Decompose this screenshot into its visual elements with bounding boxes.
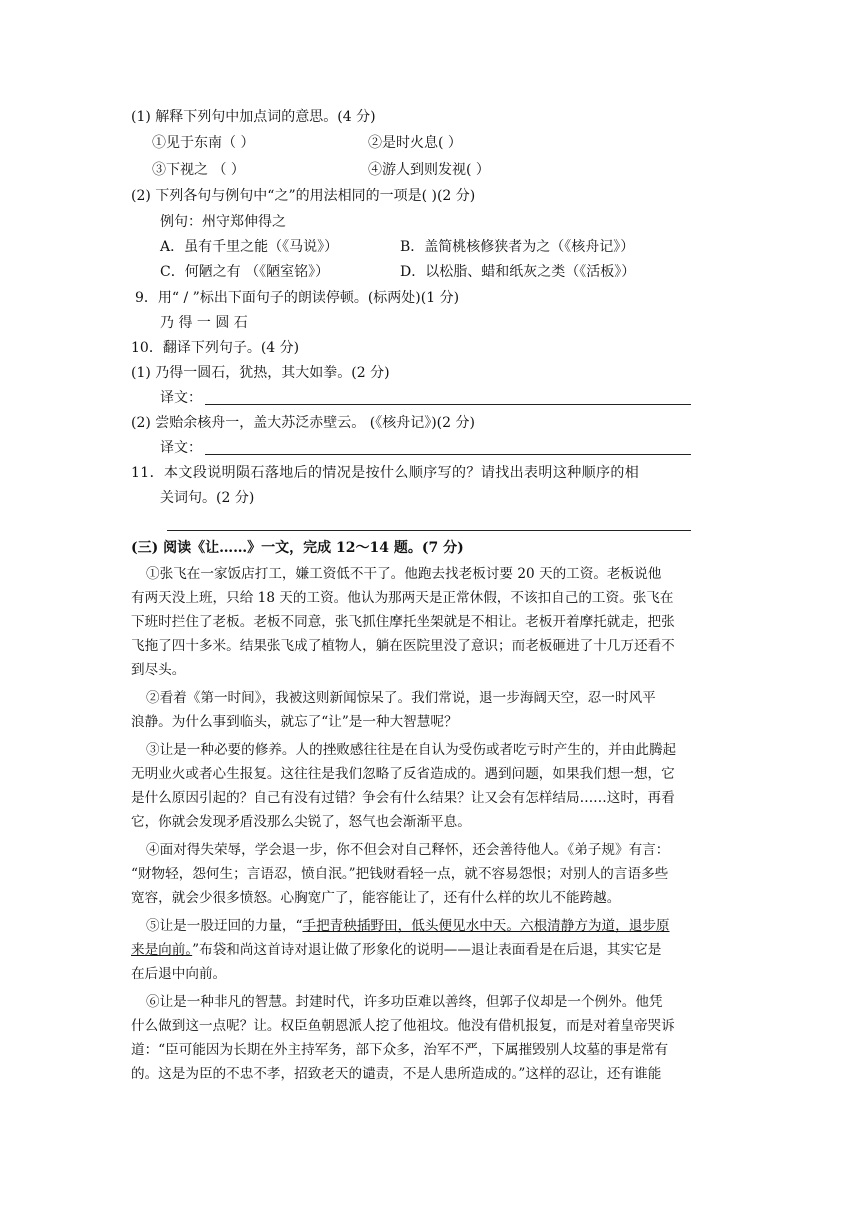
para5-line-2 — [131, 941, 661, 959]
q10-translation-label-1: 译文： — [160, 390, 202, 406]
para5-intro: ⑤让是一股迂回的力量，“ — [146, 918, 303, 934]
para6-line-1: ⑥让是一种非凡的智慧。封建时代，许多功臣难以善终，但郭子仪却是一个例外。他凭 — [146, 994, 663, 1010]
para1-line-5: 到尽头。 — [131, 662, 186, 678]
q8-example: 例句：州守郑伸得之 — [160, 214, 286, 230]
q10-answer-line-1[interactable] — [205, 403, 691, 405]
poem-underlined-1: 手把青秧插野田，低头便见水中天。六根清静方为道，退步原 — [302, 918, 670, 934]
para5-explanation: ”布袋和尚这首诗对退让做了形象化的说明——退让表面看是在后退，其实它是 — [192, 942, 662, 958]
para3-line-4: 它，你就会发现矛盾没那么尖锐了，怒气也会渐渐平息。 — [131, 814, 471, 830]
para1-line-4: 飞拖了四十多米。结果张飞成了植物人，躺在医院里没了意识；而老板砸进了十几万还看不 — [131, 638, 675, 654]
q8-option-d: D．以松脂、蜡和纸灰之类（《活板》） — [400, 264, 636, 280]
q8-item4: ④游人到则发视( ） — [368, 162, 490, 178]
section-3-title: (三) 阅读《让……》一文，完成 12～14 题。(7 分) — [131, 540, 464, 556]
q11-answer-line[interactable] — [167, 529, 691, 531]
poem-underlined-2: 来是向前。 — [131, 942, 193, 958]
para3-line-2: 无明业火或者心生报复。这往往是我们忽略了反省造成的。遇到问题，如果我们想一想，它 — [131, 766, 675, 782]
para3-line-1: ③让是一种必要的修养。人的挫败感往往是在自认为受伤或者吃亏时产生的，并由此腾起 — [146, 742, 677, 758]
q9-title: 9．用“ / ”标出下面句子的朗读停顿。(标两处)(1 分) — [135, 290, 460, 306]
para4-line-2: “财物轻，怨何生；言语忍，愤自泯。”把钱财看轻一点，就不容易怨恨；对别人的言语多些 — [131, 866, 669, 882]
q8-option-c: C．何陋之有 （《陋室铭》） — [160, 264, 330, 280]
para1-line-3: 下班时拦住了老板。老板不同意，张飞抓住摩托坐架就是不相让。老板开着摩托就走，把张 — [131, 614, 675, 630]
q10-sentence-1: (1) 乃得一圆石，犹热，其大如拳。(2 分) — [131, 365, 390, 381]
para4-line-3: 宽容，就会少很多愤怒。心胸宽广了，能容能让了，还有什么样的坎儿不能跨越。 — [131, 890, 621, 906]
q10-title: 10．翻译下列句子。(4 分) — [131, 340, 300, 356]
para2-line-1: ②看着《第一时间》，我被这则新闻惊呆了。我们常说，退一步海阔天空，忍一时风平 — [146, 690, 656, 706]
para2-line-2: 浪静。为什么事到临头，就忘了“让”是一种大智慧呢？ — [131, 714, 458, 730]
para4-line-1: ④面对得失荣辱，学会退一步，你不但会对自己释怀，还会善待他人。《弟子规》有言： — [146, 842, 670, 858]
q8-item2: ②是时火息( ） — [368, 135, 462, 151]
para6-line-3: 道：“臣可能因为长期在外主持军务，部下众多，治军不严，下属摧毁别人坟墓的事是常有 — [131, 1042, 669, 1058]
q10-translation-label-2: 译文： — [160, 440, 202, 456]
q9-sentence: 乃 得 一 圆 石 — [160, 315, 248, 331]
q8-item1-text: ①见于东南（ ） — [152, 135, 255, 151]
q10-answer-line-2[interactable] — [205, 453, 691, 455]
q8-item3: ③下视之 （ ） — [152, 162, 245, 178]
para6-line-4: 的。这是为臣的不忠不孝，招致老天的谴责，不是人患所造成的。”这样的忍让，还有谁能 — [131, 1066, 662, 1082]
q10-sentence-2: (2) 尝贻余核舟一，盖大苏泛赤壁云。 (《核舟记》)(2 分) — [131, 415, 475, 431]
para3-line-3: 是什么原因引起的？自己有没有过错？争会有什么结果？让又会有怎样结局……这时，再看 — [131, 790, 675, 806]
para6-line-2: 什么做到这一点呢？让。权臣鱼朝恩派人挖了他祖坟。他没有借机报复，而是对着皇帝哭诉 — [131, 1018, 675, 1034]
q8-item1 — [152, 134, 254, 152]
q8-option-a: A．虽有千里之能（《马说》） — [160, 239, 339, 255]
q8-option-b: B．盖简桃核修狭者为之（《核舟记》） — [400, 239, 635, 255]
q11-line-1: 11．本文段说明陨石落地后的情况是按什么顺序写的？请找出表明这种顺序的相 — [131, 465, 640, 481]
para1-line-1: ①张飞在一家饭店打工，嫌工资低不干了。他跑去找老板讨要 20 天的工资。老板说他 — [146, 566, 662, 582]
para5-line-1 — [146, 917, 670, 935]
q11-line-2: 关词句。(2 分) — [160, 490, 255, 506]
q8-part2-title: (2) 下列各句与例句中“之”的用法相同的一项是( )(2 分) — [131, 188, 476, 204]
para5-line-3: 在后退中向前。 — [131, 966, 227, 982]
para1-line-2: 有两天没上班，只给 18 天的工资。他认为那两天是正常休假，不该扣自己的工资。张飞在 — [131, 590, 674, 606]
q8-part1-title: (1) 解释下列句中加点词的意思。(4 分) — [131, 109, 376, 125]
